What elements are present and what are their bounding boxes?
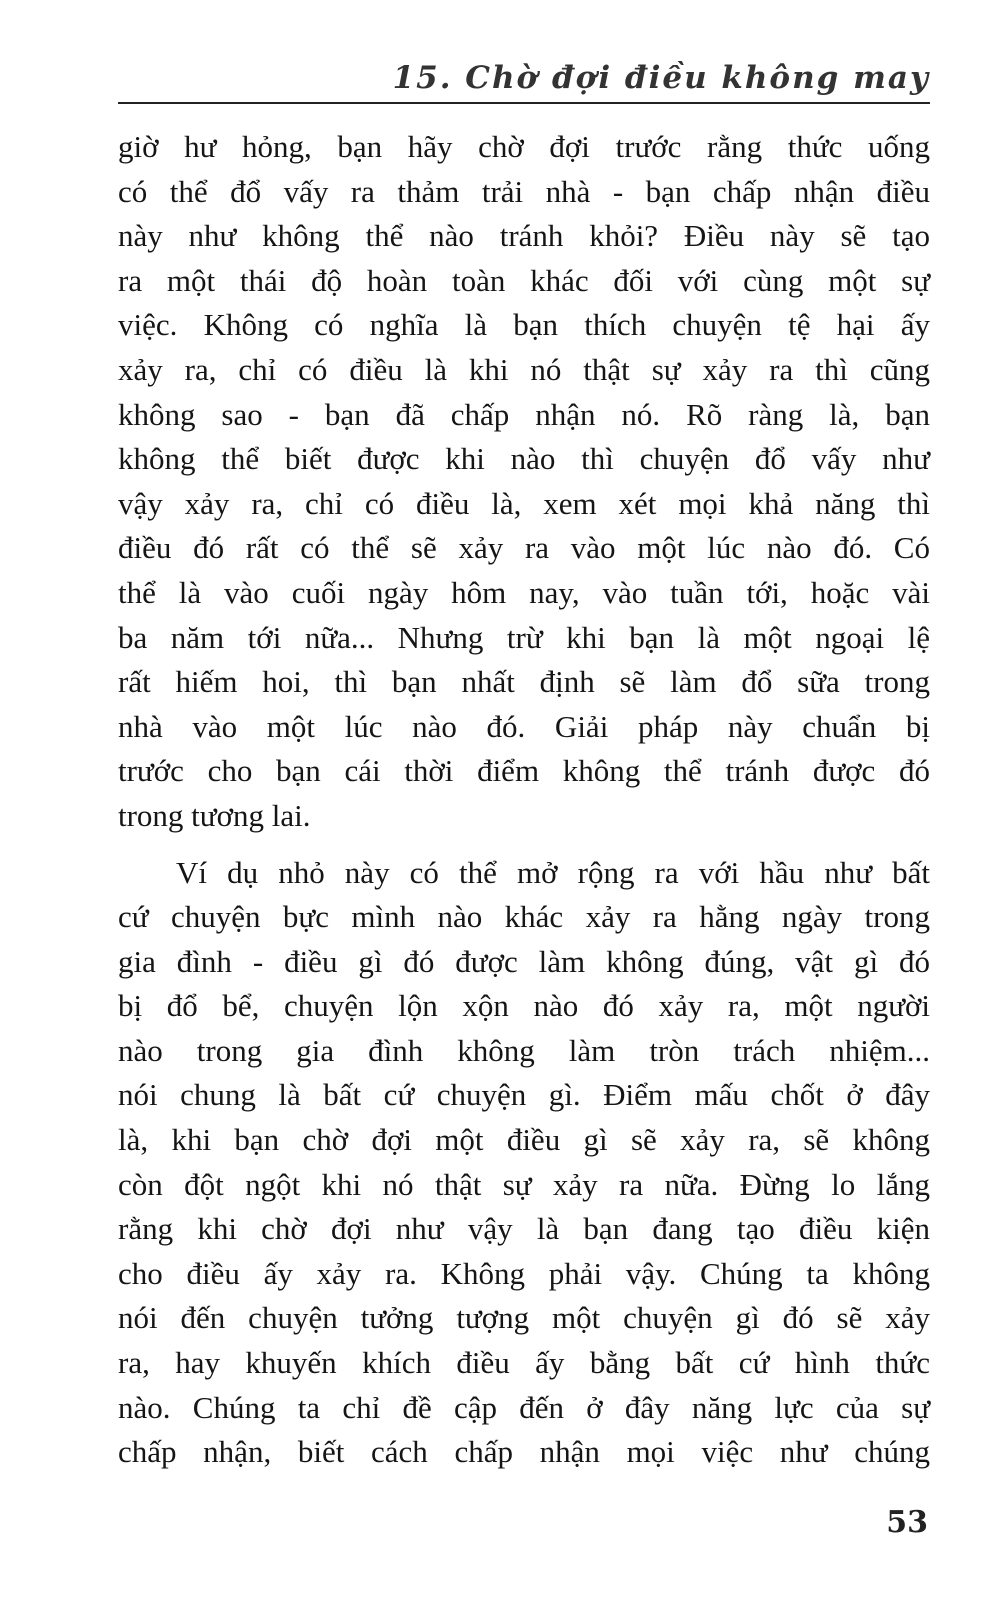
text-line: không thể biết được khi nào thì chuyện đổ vấy như — [118, 441, 930, 477]
chapter-title: 15. Chờ đợi điều không may — [392, 60, 930, 96]
text-line: này như không thể nào tránh khỏi? Điều này sẽ tạo — [118, 218, 930, 254]
body-text — [118, 125, 930, 1475]
text-line: nhà vào một lúc nào đó. Giải pháp này chuẩn bị — [118, 708, 930, 744]
paragraph-1 — [118, 125, 930, 839]
running-header — [118, 52, 930, 104]
text-line: bị đổ bể, chuyện lộn xộn nào đó xảy ra, một người — [118, 988, 930, 1024]
text-line: còn đột ngột khi nó thật sự xảy ra nữa. Đừng lo lắng — [118, 1166, 930, 1202]
text-line: nói đến chuyện tưởng tượng một chuyện gì đó sẽ xảy — [118, 1300, 930, 1336]
text-line: điều đó rất có thể sẽ xảy ra vào một lúc nào đó. Có — [118, 530, 930, 566]
text-line: ra, hay khuyến khích điều ấy bằng bất cứ hình thức — [118, 1345, 930, 1381]
text-line: rằng khi chờ đợi như vậy là bạn đang tạo điều kiện — [118, 1211, 930, 1247]
text-line: nào trong gia đình không làm tròn trách nhiệm... — [118, 1032, 930, 1068]
text-line: ba năm tới nữa... Nhưng trừ khi bạn là một ngoại lệ — [118, 619, 930, 655]
text-line: không sao - bạn đã chấp nhận nó. Rõ ràng là, bạn — [118, 396, 930, 432]
text-line: chấp nhận, biết cách chấp nhận mọi việc như chúng — [118, 1434, 930, 1470]
text-line: nào. Chúng ta chỉ đề cập đến ở đây năng lực của sự — [118, 1389, 930, 1425]
paragraph-2 — [118, 851, 930, 1475]
text-line: cho điều ấy xảy ra. Không phải vậy. Chúng ta không — [118, 1255, 930, 1291]
text-line: rất hiếm hoi, thì bạn nhất định sẽ làm đổ sữa trong — [118, 664, 930, 700]
text-line: việc. Không có nghĩa là bạn thích chuyện tệ hại ấy — [118, 307, 930, 343]
text-line: xảy ra, chỉ có điều là khi nó thật sự xảy ra thì cũng — [118, 351, 930, 387]
text-line: trong tương lai. — [118, 797, 311, 833]
text-line: nói chung là bất cứ chuyện gì. Điểm mấu chốt ở đây — [118, 1077, 930, 1113]
text-line: là, khi bạn chờ đợi một điều gì sẽ xảy ra, sẽ không — [118, 1122, 930, 1158]
text-line: gia đình - điều gì đó được làm không đúng, vật gì đó — [118, 943, 930, 979]
page-number: 53 — [886, 1505, 928, 1540]
text-line: có thể đổ vấy ra thảm trải nhà - bạn chấp nhận điều — [118, 173, 930, 209]
text-line: thể là vào cuối ngày hôm nay, vào tuần tới, hoặc vài — [118, 574, 930, 610]
text-line: vậy xảy ra, chỉ có điều là, xem xét mọi khả năng thì — [118, 485, 930, 521]
text-line: giờ hư hỏng, bạn hãy chờ đợi trước rằng thức uống — [118, 129, 930, 164]
text-line: Ví dụ nhỏ này có thể mở rộng ra với hầu như bất — [176, 854, 930, 890]
text-line: cứ chuyện bực mình nào khác xảy ra hằng ngày trong — [118, 899, 930, 935]
text-line: trước cho bạn cái thời điểm không thể tránh được đó — [118, 753, 930, 789]
text-line: ra một thái độ hoàn toàn khác đối với cùng một sự — [118, 262, 930, 298]
